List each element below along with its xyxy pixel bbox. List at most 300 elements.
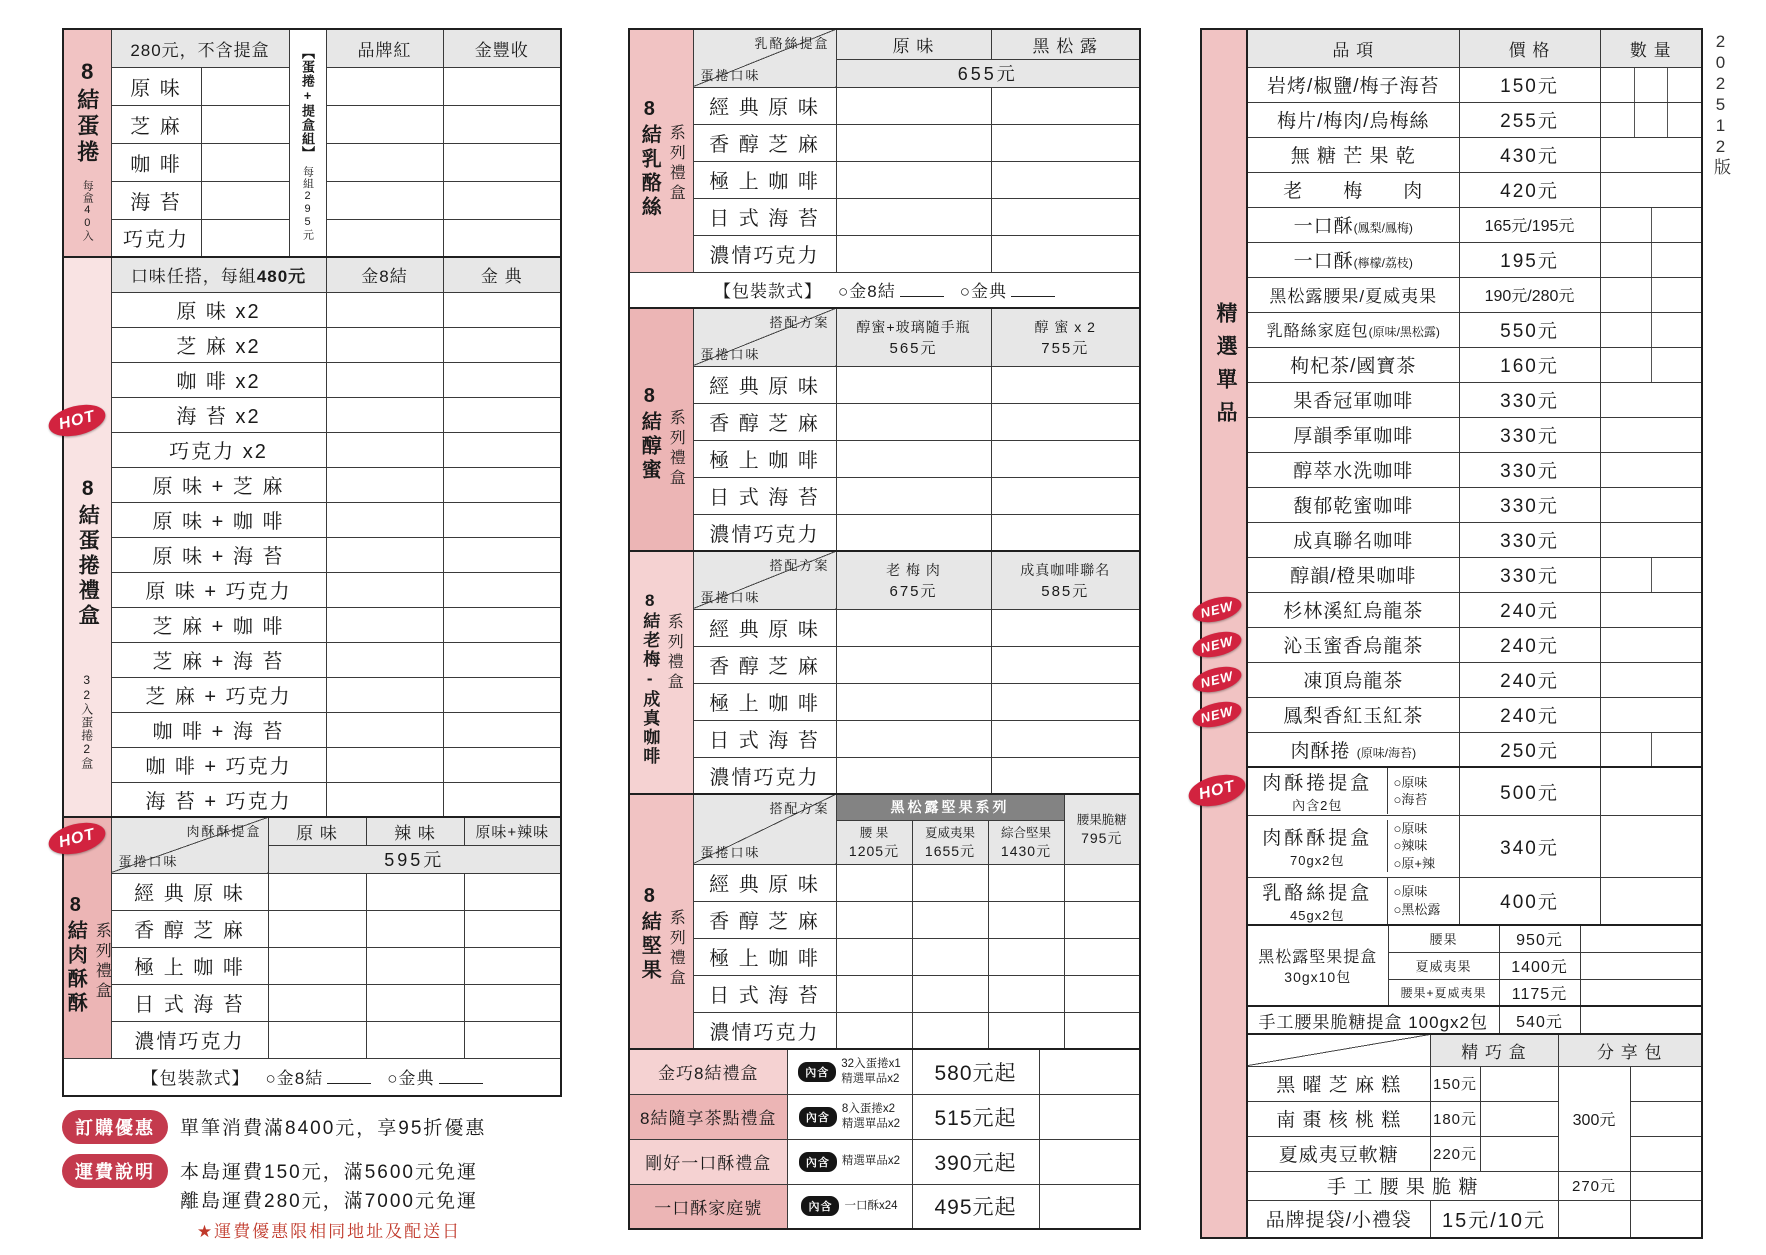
entry-cell[interactable]	[268, 1021, 366, 1058]
entry-cell[interactable]	[326, 219, 443, 257]
share-pack-price: 300元	[1558, 1066, 1630, 1171]
section-subtitle: 系列禮盒	[667, 408, 685, 489]
item-name: 梅片/梅肉/烏梅絲	[1247, 102, 1459, 137]
sweet-row	[1247, 1066, 1702, 1101]
entry-cell[interactable]	[326, 327, 443, 362]
entry-cell[interactable]	[464, 1021, 561, 1058]
entry-cell[interactable]	[326, 67, 443, 105]
entry-cell[interactable]	[991, 198, 1140, 235]
version-label: 202512版	[1711, 32, 1730, 177]
flavor-label: 經 典 原 味	[693, 366, 836, 403]
entry-cell[interactable]	[268, 947, 366, 984]
item-price: 330元	[1459, 487, 1600, 522]
entry-cell[interactable]	[443, 607, 561, 642]
qty-header: 數 量	[1600, 29, 1702, 67]
item-name: 肉酥捲 (原味/海苔)	[1247, 732, 1459, 767]
entry-cell[interactable]	[326, 502, 443, 537]
set-label: 【蛋捲+提盒組】	[300, 45, 315, 160]
entry-cell[interactable]	[988, 864, 1064, 901]
section-subtitle: 系列禮盒	[667, 123, 685, 204]
combo-price: 580元起	[912, 1049, 1039, 1094]
qty-cell[interactable]	[1600, 697, 1702, 732]
entry-cell[interactable]	[326, 607, 443, 642]
item-name: 成真聯名咖啡	[1247, 522, 1459, 557]
combo-contents: 內含 精選單品x2	[787, 1139, 912, 1184]
flavor-label: 芝 麻	[111, 105, 201, 143]
entry-cell[interactable]	[201, 219, 289, 257]
hot-badge: HOT	[1185, 769, 1248, 811]
hot-badge: HOT	[45, 399, 108, 441]
entry-cell[interactable]	[464, 910, 561, 947]
entry-cell[interactable]	[1039, 1094, 1140, 1139]
middle-column	[628, 28, 1139, 1230]
qty-cell[interactable]	[1600, 382, 1702, 417]
sweets-table	[1246, 1033, 1703, 1239]
qty-cell[interactable]	[1580, 952, 1702, 979]
entry-cell[interactable]	[988, 1012, 1064, 1049]
section-note: 32入蛋捲2盒	[79, 672, 94, 770]
entry-cell[interactable]	[443, 327, 561, 362]
item-name: 手工腰果脆糖提盒 100gx2包	[1247, 1006, 1499, 1034]
flavor-options[interactable]: ○原味 ○辣味 ○原+辣	[1387, 820, 1459, 873]
qty-cell[interactable]	[1600, 522, 1702, 557]
set-column	[289, 29, 326, 257]
contains-badge: 內含	[799, 1152, 837, 1172]
qty-cell[interactable]	[1630, 1101, 1702, 1136]
item-price: 150元	[1459, 67, 1600, 102]
combo-name: 一口酥家庭號	[629, 1184, 787, 1229]
combo-name: 剛好一口酥禮盒	[629, 1139, 787, 1184]
entry-cell[interactable]	[366, 947, 464, 984]
entry-cell[interactable]	[991, 161, 1140, 198]
item-name: 鳳梨香紅玉紅茶	[1247, 697, 1459, 732]
item-name: 老 梅 肉	[1247, 172, 1459, 207]
item-name: 南 棗 核 桃 糕	[1247, 1101, 1430, 1136]
entry-cell[interactable]	[836, 366, 991, 403]
column-header: 醇蜜+玻璃隨手瓶 565元	[836, 308, 991, 366]
variant-name: 夏威夷果	[1388, 952, 1499, 979]
item-name: 一口酥(鳳梨/鳳梅)	[1247, 207, 1459, 242]
combo-price: 495元起	[912, 1184, 1039, 1229]
entry-cell[interactable]	[326, 537, 443, 572]
entry-cell[interactable]	[326, 432, 443, 467]
entry-cell[interactable]	[988, 938, 1064, 975]
entry-cell[interactable]	[991, 609, 1140, 646]
entry-cell[interactable]	[1039, 1139, 1140, 1184]
item-name: 黑 曜 芝 麻 糕	[1247, 1066, 1430, 1101]
shipping-badge: 運費說明	[62, 1154, 168, 1188]
item-price: 340元	[1459, 815, 1600, 877]
entry-cell[interactable]	[988, 901, 1064, 938]
entry-cell[interactable]	[326, 362, 443, 397]
item-name: 岩烤/椒鹽/梅子海苔	[1247, 67, 1459, 102]
contains-badge: 內含	[801, 1196, 839, 1216]
qty-cell[interactable]	[1600, 815, 1702, 877]
column-header: 腰 果 1205元	[836, 820, 912, 864]
entry-cell[interactable]	[912, 1012, 988, 1049]
entry-cell[interactable]	[443, 362, 561, 397]
combo-contents: 內含 8入蛋捲x2 精選單品x2	[787, 1094, 912, 1139]
entry-cell[interactable]	[912, 975, 988, 1012]
combo-price: 390元起	[912, 1139, 1039, 1184]
entry-cell[interactable]	[991, 646, 1140, 683]
qty-cell[interactable]	[1600, 877, 1702, 925]
variant-name: 腰果	[1388, 925, 1499, 952]
entry-cell[interactable]	[366, 1021, 464, 1058]
entry-cell[interactable]	[991, 235, 1140, 272]
section-title: 8結蛋捲禮盒	[76, 476, 100, 629]
qty-cell[interactable]	[1600, 67, 1702, 102]
variant-price: 1400元	[1499, 952, 1580, 979]
column-header-sharepack: 分 享 包	[1558, 1034, 1702, 1066]
entry-cell[interactable]	[443, 712, 561, 747]
entry-cell[interactable]	[836, 124, 991, 161]
entry-cell[interactable]	[1064, 864, 1140, 901]
entry-cell[interactable]	[443, 782, 561, 817]
section-subtitle: 系列禮盒	[667, 908, 685, 989]
nuts-table	[628, 793, 1141, 1050]
entry-cell[interactable]	[443, 397, 561, 432]
flavor-label: 巧克力	[111, 219, 201, 257]
flavor-label: 香 醇 芝 麻	[111, 910, 268, 947]
flavor-options[interactable]: ○原味 ○黑松露	[1387, 878, 1459, 924]
qty-cell[interactable]	[1600, 242, 1702, 277]
entry-cell[interactable]	[464, 947, 561, 984]
entry-cell[interactable]	[1064, 1012, 1140, 1049]
entry-cell[interactable]	[836, 514, 991, 551]
entry-cell[interactable]	[268, 910, 366, 947]
entry-cell[interactable]	[836, 757, 991, 794]
item-name: 凍頂烏龍茶	[1247, 662, 1459, 697]
entry-cell[interactable]	[836, 938, 912, 975]
entry-cell[interactable]	[326, 572, 443, 607]
section-subtitle: 系列禮盒	[93, 921, 111, 1002]
flavor-label: 咖 啡	[111, 143, 201, 181]
entry-cell[interactable]	[991, 124, 1140, 161]
packaging-row[interactable]: 【包裝款式】 ○金8結 ○金典	[629, 272, 1140, 308]
entry-cell[interactable]	[366, 984, 464, 1021]
entry-cell[interactable]	[443, 143, 561, 181]
column-header: 金 典	[443, 257, 561, 292]
entry-cell[interactable]	[836, 440, 991, 477]
entry-cell[interactable]	[991, 440, 1140, 477]
item-price: 330元	[1459, 557, 1600, 592]
entry-cell[interactable]	[201, 143, 289, 181]
entry-cell[interactable]	[836, 403, 991, 440]
corner-cell: 搭配方案 蛋捲口味	[693, 551, 836, 609]
qty-cell[interactable]	[1600, 452, 1702, 487]
entry-cell[interactable]	[991, 477, 1140, 514]
honey-table	[628, 307, 1141, 552]
section-title: 8結堅果	[638, 884, 661, 983]
item-price: 195元	[1459, 242, 1600, 277]
flavor-label: 極 上 咖 啡	[111, 947, 268, 984]
entry-cell[interactable]	[836, 864, 912, 901]
packaging-row[interactable]: 【包裝款式】 ○金8結 ○金典	[63, 1058, 561, 1096]
qty-cell[interactable]	[1600, 102, 1702, 137]
combo-row	[629, 1049, 1140, 1094]
flavor-label: 極 上 咖 啡	[693, 938, 836, 975]
entry-cell[interactable]	[1064, 975, 1140, 1012]
entry-cell[interactable]	[912, 864, 988, 901]
item-price: 255元	[1459, 102, 1600, 137]
flavor-label: 原 味	[111, 67, 201, 105]
mixbox-side-strip	[63, 257, 111, 817]
entry-cell[interactable]	[443, 432, 561, 467]
item-price: 150元	[1430, 1066, 1480, 1101]
entry-cell[interactable]	[988, 975, 1064, 1012]
new-badge: NEW	[1190, 627, 1244, 661]
nuts-side-strip	[629, 794, 693, 1049]
entry-cell[interactable]	[443, 467, 561, 502]
qty-cell[interactable]	[1600, 732, 1702, 767]
entry-cell[interactable]	[366, 873, 464, 910]
sweet-row	[1247, 1136, 1702, 1171]
entry-cell[interactable]	[991, 514, 1140, 551]
entry-cell[interactable]	[836, 609, 991, 646]
entry-cell[interactable]	[1064, 901, 1140, 938]
bag-row	[1247, 1200, 1702, 1238]
entry-cell[interactable]	[268, 984, 366, 1021]
entry-cell[interactable]	[326, 143, 443, 181]
entry-cell[interactable]	[443, 537, 561, 572]
item-price: 240元	[1459, 592, 1600, 627]
item-name: 乳酪絲家庭包(原味/黑松露)	[1247, 312, 1459, 347]
price-header: 價 格	[1459, 29, 1600, 67]
set-note: 每組295元	[301, 165, 314, 241]
entry-cell[interactable]	[201, 181, 289, 219]
entry-cell[interactable]	[326, 782, 443, 817]
qty-cell[interactable]	[1580, 925, 1702, 952]
entry-cell[interactable]	[836, 646, 991, 683]
nut-variant-row	[1247, 925, 1702, 952]
entry-cell[interactable]	[201, 105, 289, 143]
entry-cell[interactable]	[464, 873, 561, 910]
entry-cell[interactable]	[836, 683, 991, 720]
entry-cell[interactable]	[326, 105, 443, 143]
brittle-row	[1247, 1006, 1702, 1034]
item-price: 500元	[1459, 767, 1600, 815]
column-header: 黑 松 露	[991, 29, 1140, 59]
qty-cell[interactable]	[1600, 347, 1702, 382]
item-price: 330元	[1459, 382, 1600, 417]
flavor-label: 海 苔 + 巧克力	[111, 782, 326, 817]
item-name: 醇萃水洗咖啡	[1247, 452, 1459, 487]
entry-cell[interactable]	[836, 235, 991, 272]
entry-cell[interactable]	[326, 677, 443, 712]
flavor-label: 濃情巧克力	[693, 1012, 836, 1049]
entry-cell[interactable]	[991, 87, 1140, 124]
item-price: 160元	[1459, 347, 1600, 382]
qty-cell[interactable]	[1630, 1171, 1702, 1200]
entry-cell[interactable]	[836, 161, 991, 198]
flavor-label: 日 式 海 苔	[693, 975, 836, 1012]
flavor-label: 濃情巧克力	[693, 235, 836, 272]
entry-cell[interactable]	[991, 683, 1140, 720]
entry-cell[interactable]	[443, 219, 561, 257]
order-discount-badge: 訂購優惠	[62, 1110, 168, 1144]
combo-row	[629, 1184, 1140, 1229]
option-boxes-table	[1246, 766, 1703, 926]
item-price: 240元	[1459, 697, 1600, 732]
column-header: 原 味	[836, 29, 991, 59]
option-row: 肉酥捲提盒 內含2包 ○原味 ○海苔 500元	[1247, 767, 1702, 815]
qty-cell[interactable]	[1600, 557, 1702, 592]
entry-cell[interactable]	[991, 720, 1140, 757]
entry-cell[interactable]	[326, 747, 443, 782]
nut-giftbox-table	[1246, 924, 1703, 1007]
section-title: 8結醇蜜	[638, 384, 661, 483]
entry-cell[interactable]	[836, 198, 991, 235]
item-name: 馥郁乾蜜咖啡	[1247, 487, 1459, 522]
entry-cell[interactable]	[836, 87, 991, 124]
entry-cell[interactable]	[443, 105, 561, 143]
qty-cell[interactable]	[1480, 1136, 1558, 1171]
corner-cell: 肉酥酥提盒 蛋捲口味	[111, 817, 268, 873]
flavor-options[interactable]: ○原味 ○海苔	[1387, 768, 1459, 814]
item-price: 180元	[1430, 1101, 1480, 1136]
item-price: 400元	[1459, 877, 1600, 925]
option-row: 肉酥酥提盒 70gx2包 ○原味 ○辣味 ○原+辣 340元	[1247, 815, 1702, 877]
item-name: 醇韻/橙果咖啡	[1247, 557, 1459, 592]
entry-cell[interactable]	[443, 502, 561, 537]
entry-cell[interactable]	[443, 67, 561, 105]
column-header: 腰果脆糖 795元	[1064, 794, 1140, 864]
qty-cell[interactable]	[1630, 1136, 1702, 1171]
entry-cell[interactable]	[912, 901, 988, 938]
entry-cell[interactable]	[443, 292, 561, 327]
entry-cell[interactable]	[366, 910, 464, 947]
qty-cell[interactable]	[1600, 417, 1702, 452]
qty-cell[interactable]	[1630, 1066, 1702, 1101]
flavor-label: 芝 麻 + 海 苔	[111, 642, 326, 677]
entry-cell[interactable]	[836, 901, 912, 938]
qty-cell[interactable]	[1580, 979, 1702, 1006]
entry-cell[interactable]	[1039, 1184, 1140, 1229]
entry-cell[interactable]	[443, 181, 561, 219]
item-name: 品牌提袋/小禮袋	[1247, 1200, 1430, 1238]
entry-cell[interactable]	[443, 572, 561, 607]
entry-cell[interactable]	[201, 67, 289, 105]
qty-cell[interactable]	[1600, 277, 1702, 312]
flavor-label: 香 醇 芝 麻	[693, 901, 836, 938]
combo-name: 金巧8結禮盒	[629, 1049, 787, 1094]
item-name: 厚韻季軍咖啡	[1247, 417, 1459, 452]
qty-cell[interactable]	[1600, 487, 1702, 522]
new-badge: NEW	[1190, 592, 1244, 626]
entry-cell[interactable]	[1064, 938, 1140, 975]
entry-cell[interactable]	[836, 720, 991, 757]
qty-cell[interactable]	[1480, 1101, 1558, 1136]
entry-cell[interactable]	[326, 181, 443, 219]
entry-cell[interactable]	[443, 677, 561, 712]
hot-badge: HOT	[45, 817, 108, 859]
qty-cell[interactable]	[1600, 662, 1702, 697]
item-price: 270元	[1558, 1171, 1630, 1200]
qty-cell[interactable]	[1600, 312, 1702, 347]
flavor-label: 原 味 + 海 苔	[111, 537, 326, 572]
qty-cell[interactable]	[1630, 1200, 1702, 1238]
column-header: 成真咖啡聯名 585元	[991, 551, 1140, 609]
qty-cell[interactable]	[1600, 592, 1702, 627]
entry-cell[interactable]	[991, 757, 1140, 794]
flavor-label: 日 式 海 苔	[111, 984, 268, 1021]
entry-cell[interactable]	[326, 292, 443, 327]
item-name: 夏威夷豆軟糖	[1247, 1136, 1430, 1171]
item-price: 240元	[1459, 662, 1600, 697]
flavor-label: 經 典 原 味	[693, 864, 836, 901]
qty-cell[interactable]	[1600, 172, 1702, 207]
entry-cell[interactable]	[326, 642, 443, 677]
combo-row	[629, 1094, 1140, 1139]
item-name: 杉林溪紅烏龍茶	[1247, 592, 1459, 627]
flavor-label: 香 醇 芝 麻	[693, 124, 836, 161]
item-price: 15元/10元	[1430, 1200, 1558, 1238]
flavor-label: 咖 啡 + 巧克力	[111, 747, 326, 782]
qty-cell[interactable]	[1600, 627, 1702, 662]
column-header: 綜合堅果 1430元	[988, 820, 1064, 864]
qty-cell[interactable]	[1600, 207, 1702, 242]
flavor-label: 經 典 原 味	[693, 609, 836, 646]
column-header: 原味+辣味	[464, 817, 561, 845]
qty-cell[interactable]	[1558, 1200, 1630, 1238]
left-column	[56, 28, 560, 1241]
cheese-side-strip	[629, 29, 693, 272]
qty-cell[interactable]	[1480, 1066, 1558, 1101]
cheese-table	[628, 28, 1141, 309]
flavor-label: 原 味 + 芝 麻	[111, 467, 326, 502]
entry-cell[interactable]	[443, 642, 561, 677]
qty-cell[interactable]	[1600, 137, 1702, 172]
sweet-row	[1247, 1101, 1702, 1136]
item-price: 430元	[1459, 137, 1600, 172]
item-price: 250元	[1459, 732, 1600, 767]
column-header: 金豐收	[443, 29, 561, 67]
entry-cell[interactable]	[326, 712, 443, 747]
entry-cell[interactable]	[912, 938, 988, 975]
section-title: 8結老梅-成真咖啡	[640, 591, 660, 766]
entry-cell[interactable]	[443, 747, 561, 782]
section-title: 8結蛋捲	[74, 58, 100, 166]
flavor-label: 芝 麻 + 巧克力	[111, 677, 326, 712]
contains-badge: 內含	[798, 1062, 836, 1082]
entry-cell[interactable]	[326, 397, 443, 432]
set-price: 595元	[268, 845, 561, 873]
entry-cell[interactable]	[1039, 1049, 1140, 1094]
item-name: 手 工 腰 果 脆 糖	[1247, 1171, 1558, 1200]
entry-cell[interactable]	[326, 467, 443, 502]
entry-cell[interactable]	[836, 477, 991, 514]
entry-cell[interactable]	[991, 403, 1140, 440]
item-price: 540元	[1499, 1006, 1580, 1034]
brittle-giftbox-table	[1246, 1005, 1703, 1035]
entry-cell[interactable]	[836, 975, 912, 1012]
entry-cell[interactable]	[836, 1012, 912, 1049]
qty-cell[interactable]	[1600, 767, 1702, 815]
flavor-label: 海 苔 x2	[111, 397, 326, 432]
plumcoffee-table	[628, 550, 1141, 795]
qty-cell[interactable]	[1580, 1006, 1702, 1034]
entry-cell[interactable]	[464, 984, 561, 1021]
combo-row	[629, 1139, 1140, 1184]
column-header: 醇 蜜 x 2 755元	[991, 308, 1140, 366]
flavor-label: 芝 麻 x2	[111, 327, 326, 362]
entry-cell[interactable]	[268, 873, 366, 910]
entry-cell[interactable]	[991, 366, 1140, 403]
flavor-label: 原 味 + 咖 啡	[111, 502, 326, 537]
combo-name: 8結隨享茶點禮盒	[629, 1094, 787, 1139]
item-price: 165元/195元	[1459, 207, 1600, 242]
